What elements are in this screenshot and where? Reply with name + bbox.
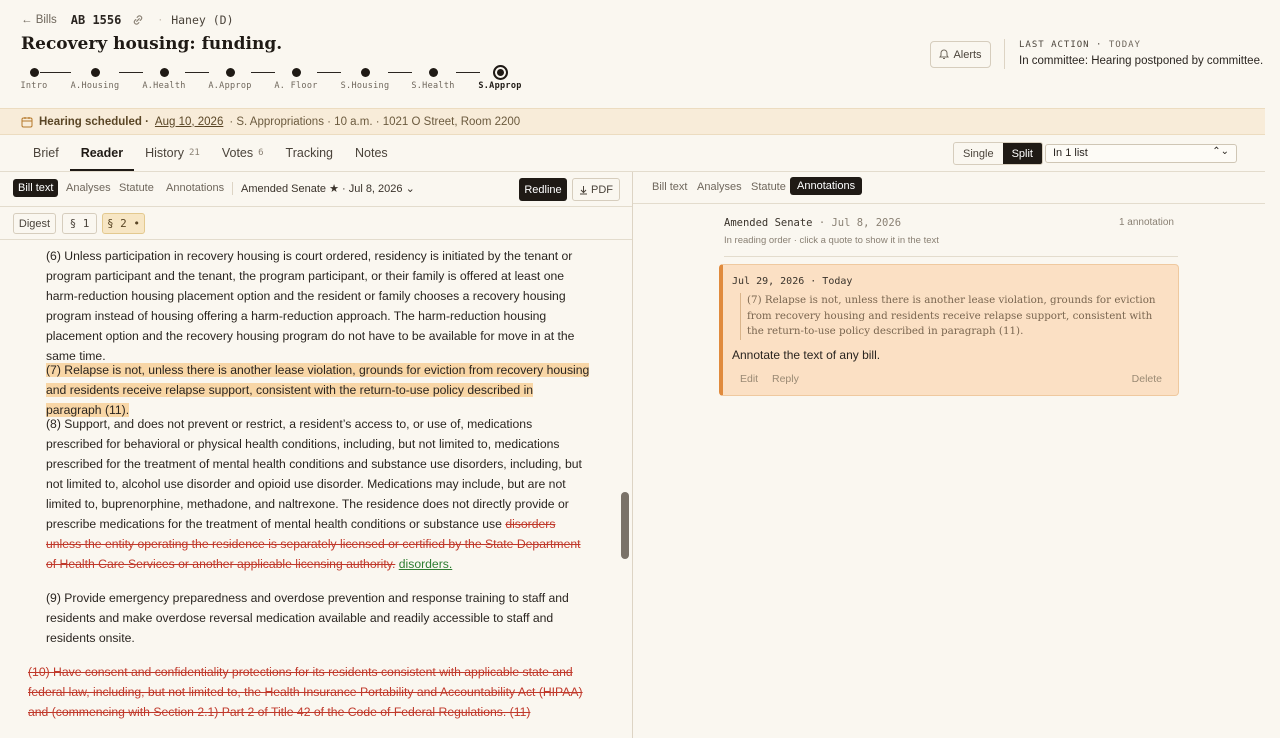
back-to-bills-link[interactable]: ← Bills: [21, 14, 57, 26]
timeline-step-s-approp[interactable]: S.Approp: [460, 64, 540, 91]
tab-reader[interactable]: Reader: [70, 137, 134, 171]
bell-icon: [939, 49, 949, 60]
tab-notes[interactable]: Notes: [355, 146, 388, 160]
status-timeline: [21, 64, 541, 94]
bill-id: AB 1556: [70, 13, 122, 27]
right-subtabs: [633, 172, 1265, 204]
annotation-note: Annotate the text of any bill.: [732, 348, 881, 362]
left-subtabs: [0, 172, 632, 207]
left-subtab-analyses[interactable]: Analyses: [66, 182, 111, 194]
hearing-banner: [0, 108, 1265, 135]
tab-tracking[interactable]: Tracking: [285, 146, 334, 160]
edit-button[interactable]: Edit: [740, 373, 759, 385]
paragraph-9: (9) Provide emergency preparedness and overdose prevention and response training to staff and residents and make overdose reversal medication available and readily accessible to staff and residents onsite.: [46, 591, 569, 645]
paragraph-7-highlighted[interactable]: (7) Relapse is not, unless there is another lease violation, grounds for eviction from recovery housing and residents receive relapse support, consistent with the return-to-use policy described in paragraph (11).: [46, 363, 590, 417]
single-view-button[interactable]: Single: [963, 147, 994, 160]
annotation-version: Amended Senate: [724, 217, 813, 229]
list-select[interactable]: [1045, 144, 1237, 163]
alerts-label: Alerts: [953, 48, 982, 61]
calendar-icon: [21, 116, 33, 128]
right-subtab-annotations[interactable]: Annotations: [790, 177, 862, 195]
right-subtab-statute[interactable]: Statute: [751, 181, 786, 193]
pdf-button[interactable]: PDF: [572, 178, 620, 201]
right-subtab-analyses[interactable]: Analyses: [697, 181, 742, 193]
inserted-text: disorders.: [398, 557, 453, 571]
left-subtab-statute[interactable]: Statute: [119, 182, 154, 194]
timeline-step-a-approp[interactable]: A.Approp: [190, 64, 270, 91]
timeline-step-a-housing[interactable]: A.Housing: [55, 64, 135, 91]
section-digest[interactable]: Digest: [13, 213, 56, 234]
timeline-step-s-health[interactable]: S.Health: [393, 64, 473, 91]
annotations-hint: In reading order · click a quote to show it in the text: [724, 235, 939, 246]
paragraph-8: (8) Support, and does not prevent or restrict, a resident’s access to, or use of, medications prescribed for behavioral or physical health conditions, including, but not limited to, medications prescribed for the treatment of mental health conditions and substance use disorders, including, but not limited to, alcohol use disorder and opioid use disorder. Medications may include, but are not limited to, buprenorphine, methadone, and naltrexone. The residence does not directly provide or prescribe medications for the treatment of mental health conditions or substance use disorders unless the entity operating the residence is separately licensed or certified by the State Department of Health Care Services or another applicable licensing authority. disorders.: [46, 417, 582, 571]
list-select-value: In 1 list: [1053, 147, 1088, 159]
redline-button[interactable]: Redline: [519, 178, 567, 201]
votes-count: 6: [258, 148, 264, 158]
last-action-key: LAST ACTION ·: [1019, 40, 1103, 50]
tab-votes[interactable]: Votes 6: [221, 146, 264, 160]
bill-text-pane: [0, 172, 632, 738]
chevron-updown-icon: ⌃⌄: [1212, 146, 1229, 157]
timeline-step-s-housing[interactable]: S.Housing: [325, 64, 405, 91]
link-icon[interactable]: [131, 13, 145, 27]
annotation-version-date: · Jul 8, 2026: [818, 217, 902, 229]
breadcrumb: [21, 13, 234, 27]
tab-brief[interactable]: Brief: [33, 146, 59, 160]
paragraph-6: (6) Unless participation in recovery housing is court ordered, residency is initiated by the tenant or program participant and the tenant, the program participant, or their family is offered at least one harm-reduction housing placement option and the resident or family chooses a recovery housing program instead of housing offering a harm-reduction approach. The harm-reduction housing placement option and the recovery housing program do not have to be available for move in at the same time.: [46, 249, 575, 363]
section-nav: [0, 207, 632, 240]
history-count: 21: [189, 148, 200, 158]
alerts-button[interactable]: [930, 41, 991, 68]
split-view-button[interactable]: Split: [1003, 143, 1042, 164]
scrollbar[interactable]: [621, 242, 630, 736]
annotation-date: Jul 29, 2026 · Today: [732, 276, 853, 287]
delete-button[interactable]: Delete: [1131, 373, 1162, 385]
scrollbar-thumb[interactable]: [621, 492, 629, 559]
paragraph-10-struck: (10) Have consent and confidentiality protections for its residents consistent with applicable state and federal law, including, but not limited to, the Health Insurance Portability and Accountability Act (HIPAA) and (commencing with Section 2.1) Part 2 of Title 42 of the Code of Federal Regulations. (11): [28, 665, 583, 719]
last-action-text: In committee: Hearing postponed by committee.: [1019, 55, 1264, 67]
timeline-step-intro[interactable]: Intro: [0, 64, 74, 91]
main-tabs: [22, 137, 399, 171]
annotations-header: [724, 217, 1174, 246]
timeline-step-a-floor[interactable]: A. Floor: [256, 64, 336, 91]
download-icon: [579, 185, 588, 195]
left-subtab-bill-text[interactable]: Bill text: [13, 179, 58, 197]
right-subtab-bill-text[interactable]: Bill text: [652, 181, 688, 193]
last-action: [1019, 40, 1263, 67]
last-action-when: TODAY: [1108, 40, 1141, 50]
hearing-label: Hearing scheduled ·: [39, 115, 149, 128]
author: Haney (D): [171, 13, 234, 27]
section-2[interactable]: § 2 •: [102, 213, 145, 234]
page-title: Recovery housing: funding.: [21, 34, 283, 54]
separator: ·: [158, 14, 163, 26]
reply-button[interactable]: Reply: [772, 373, 799, 385]
left-subtab-annotations[interactable]: Annotations: [166, 182, 225, 194]
chevron-down-icon: ⌄: [405, 183, 415, 195]
hearing-date[interactable]: Aug 10, 2026: [154, 115, 224, 128]
version-select[interactable]: Amended Senate ★ · Jul 8, 2026 ⌄: [232, 182, 415, 195]
section-1[interactable]: § 1: [62, 213, 97, 234]
tab-history[interactable]: History 21: [145, 146, 200, 160]
hearing-details: · S. Appropriations · 10 a.m. · 1021 O Street, Room 2200: [229, 115, 521, 128]
annotation-card: [719, 264, 1179, 396]
bill-text: [0, 240, 632, 738]
annotation-count: 1 annotation: [1118, 217, 1174, 228]
annotation-quote[interactable]: (7) Relapse is not, unless there is another lease violation, grounds for eviction from recovery housing and residents receive relapse support, consistent with the return-to-use policy described in paragraph (11).: [740, 293, 1170, 340]
timeline-step-a-health[interactable]: A.Health: [124, 64, 204, 91]
view-toggle: [953, 142, 1043, 165]
struck-text: disorders unless the entity operating the residence is separately licensed or certified by the State Department of Health Care Services or another applicable licensing authority.: [46, 517, 581, 571]
